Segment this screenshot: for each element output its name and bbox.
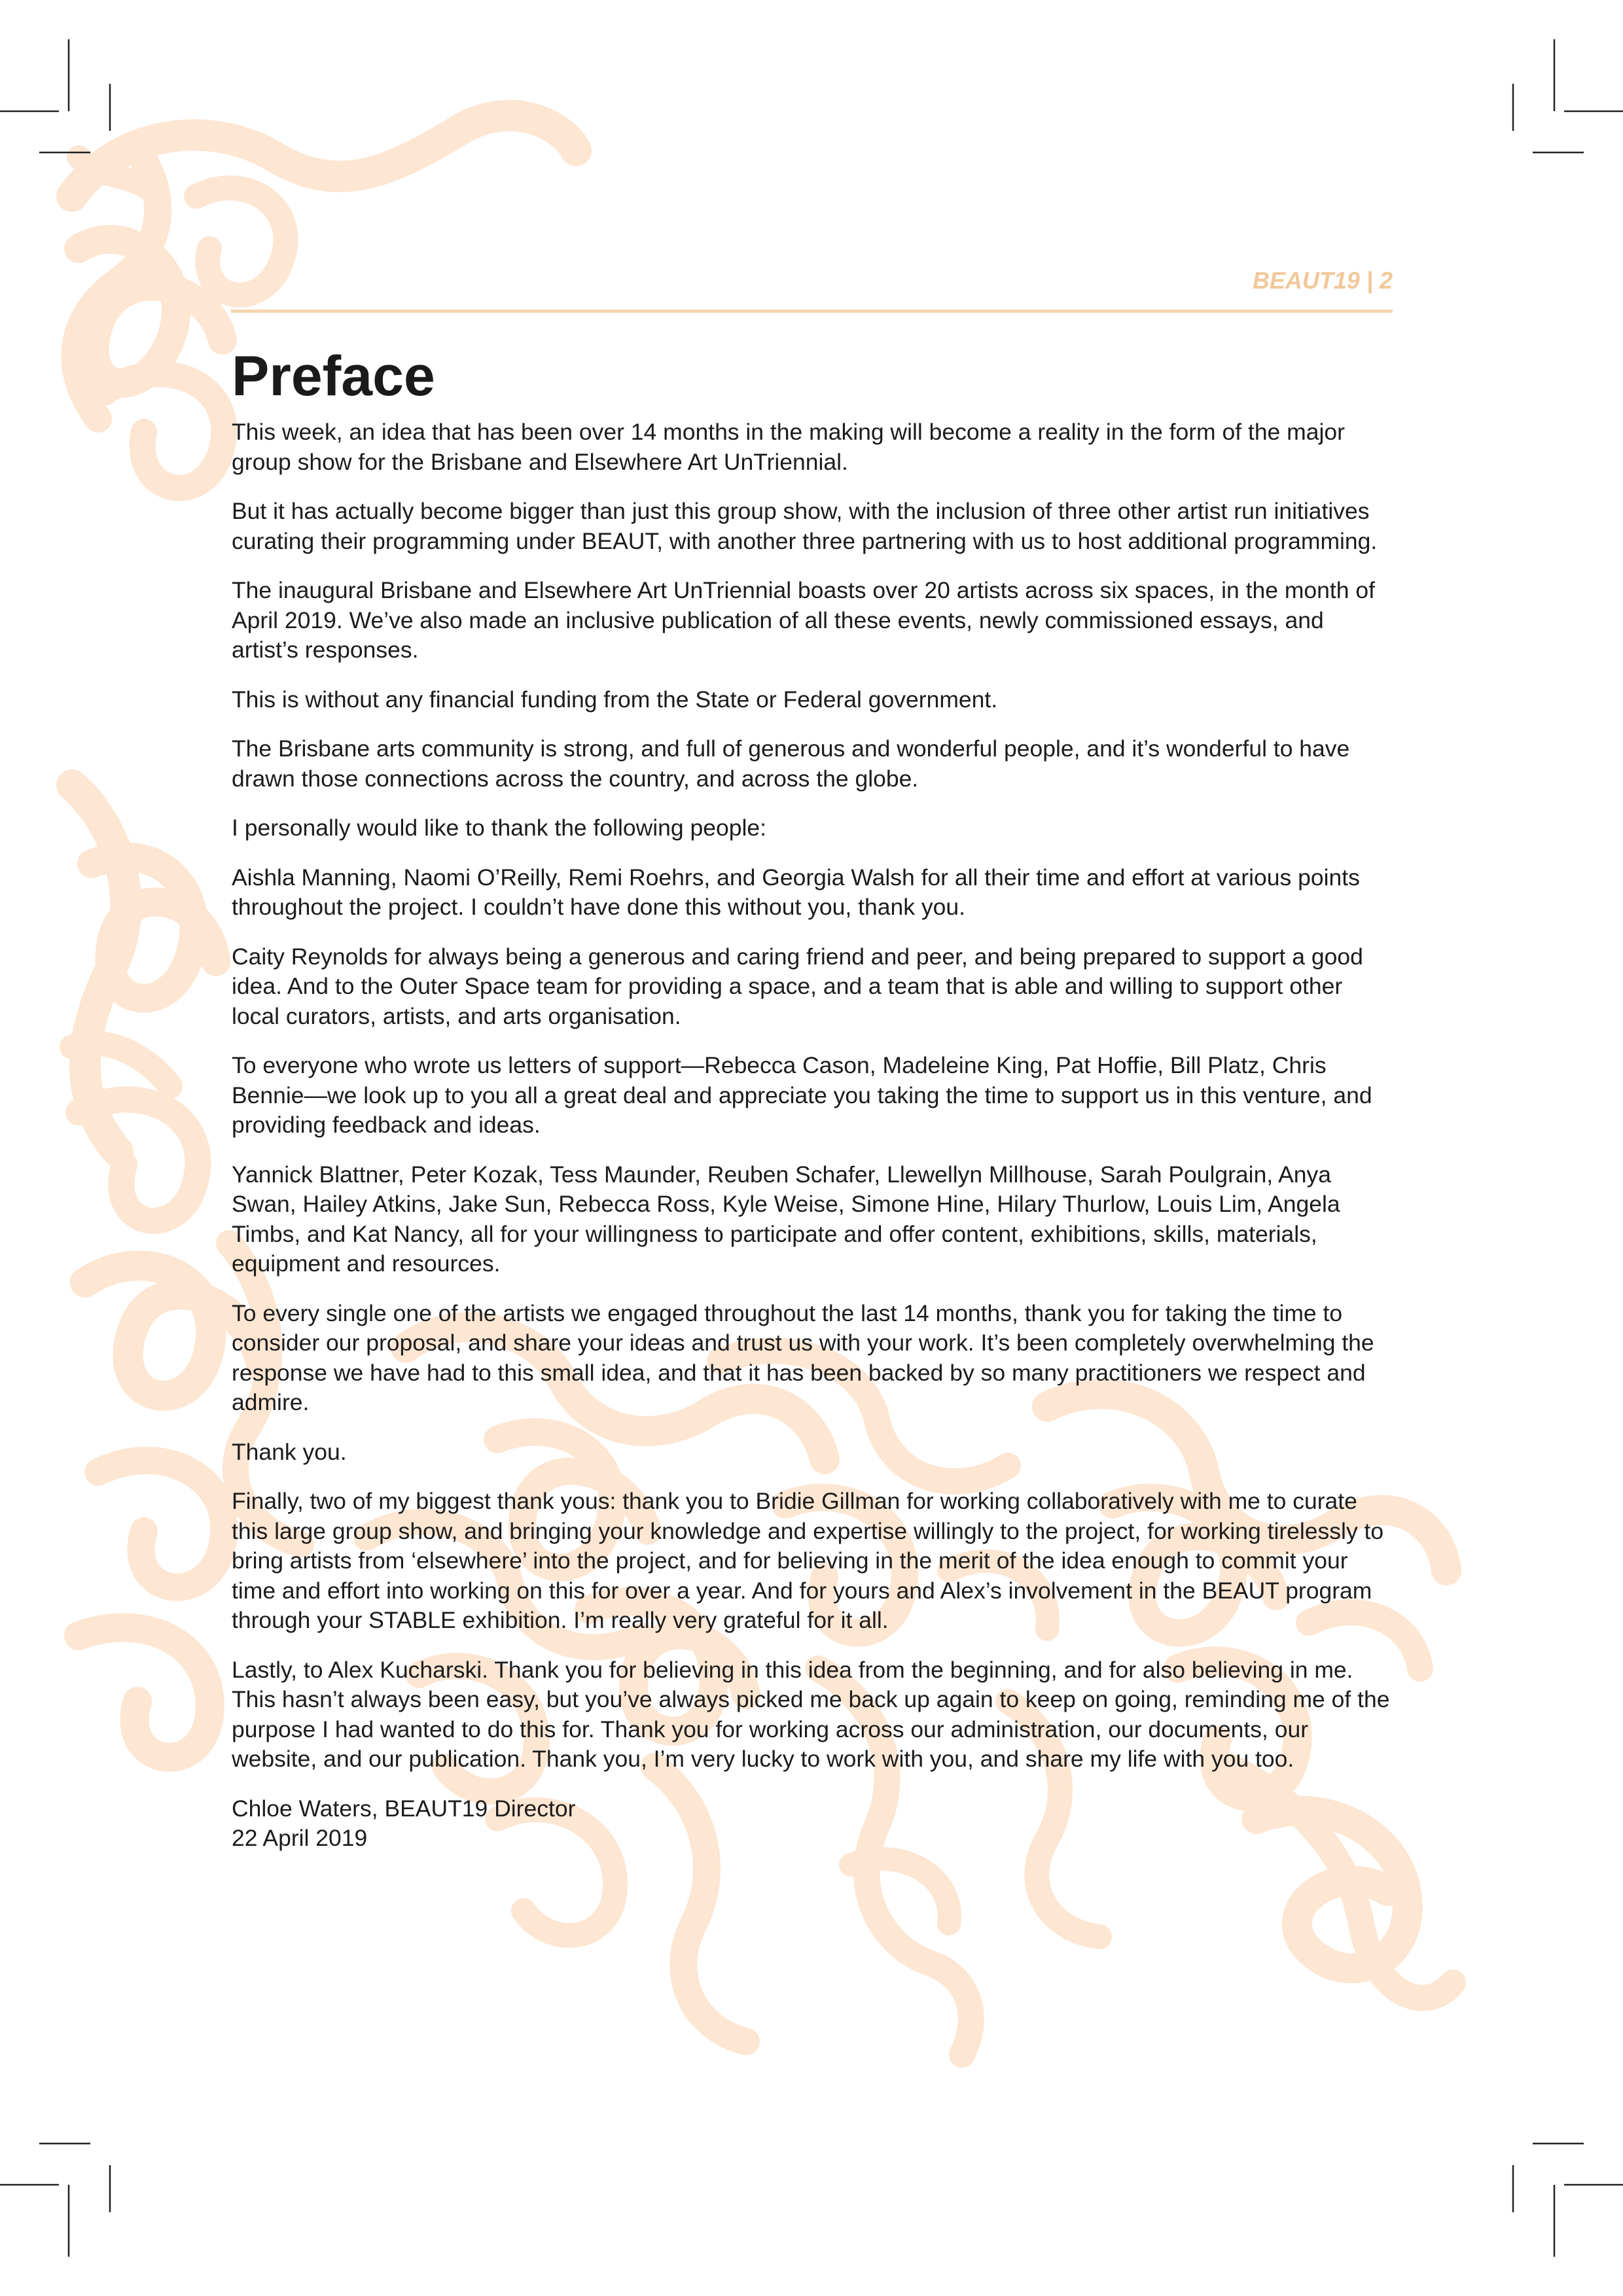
paragraph: To everyone who wrote us letters of support—Rebecca Cason, Madeleine King, Pat Hoffie, Bill Platz, Chris Bennie—we look up to you all a great deal and appreciate you taking the time to support us in this venture, and providing feedback and ideas. xyxy=(232,1052,1372,1139)
paragraph: I personally would like to thank the following people: xyxy=(232,815,767,841)
paragraph: To every single one of the artists we engaged throughout the last 14 months, thank you for taking the time to consider our proposal, and share your ideas and trust us with your work. It’s been completely overwhelming the response we have had to this small idea, and that it has been backed by so many practitioners we respect and admire. xyxy=(232,1299,1374,1416)
signature-date: 22 April 2019 xyxy=(232,1825,368,1852)
paragraph: Finally, two of my biggest thank yous: thank you to Bridie Gillman for working collaboratively with me to curate this large group show, and bringing your knowledge and expertise willingly to the project, for working tirelessly to bring artists from ‘elsewhere’ into the project, and for believing in the merit of the idea enough to commit your time and effort into working on this for over a year. And for yours and Alex’s involvement in the BEAUT program through your STABLE exhibition. I’m really very grateful for it all. xyxy=(232,1488,1384,1634)
paragraph: Lastly, to Alex Kucharski. Thank you for believing in this idea from the beginning, and for also believing in me. This hasn’t always been easy, but you’ve always picked me back up again to keep on going, reminding me of the purpose I had wanted to do this for. Thank you for working across our administration, our documents, our website, and our publication. Thank you, I’m very lucky to work with you, and share my life with you too. xyxy=(232,1656,1390,1773)
paragraph: But it has actually become bigger than just this group show, with the inclusion of three other artist run initiatives curating their programming under BEAUT, with another three partnering with us to host additional programming. xyxy=(232,498,1378,554)
signature-block xyxy=(232,1794,1393,1854)
paragraph: This week, an idea that has been over 14 months in the making will become a reality in the form of the major group show for the Brisbane and Elsewhere Art UnTriennial. xyxy=(232,419,1345,475)
paragraph: The Brisbane arts community is strong, and full of generous and wonderful people, and it’s wonderful to have drawn those connections across the country, and across the globe. xyxy=(232,735,1350,792)
paragraph: Aishla Manning, Naomi O’Reilly, Remi Roehrs, and Georgia Walsh for all their time and effort at various points throughout the project. I couldn’t have done this without you, thank you. xyxy=(232,864,1360,921)
main-content xyxy=(232,347,1393,1854)
running-header: BEAUT19 | 2 xyxy=(1252,267,1393,294)
paragraph: Yannick Blattner, Peter Kozak, Tess Maunder, Reuben Schafer, Llewellyn Millhouse, Sarah Poulgrain, Anya Swan, Hailey Atkins, Jake Sun, Rebecca Ross, Kyle Weise, Simone Hine, Hilary Thurlow, Louis Lim, Angela Timbs, and Kat Nancy, all for your willingness to participate and offer content, exhibitions, skills, materials, equipment and resources. xyxy=(232,1161,1340,1277)
paragraph: Caity Reynolds for always being a generous and caring friend and peer, and being prepared to support a good idea. And to the Outer Space team for providing a space, and a team that is able and willing to support other local curators, artists, and arts organisation. xyxy=(232,943,1363,1029)
paragraph: Thank you. xyxy=(232,1438,347,1465)
signature-name: Chloe Waters, BEAUT19 Director xyxy=(232,1795,576,1822)
paragraph: This is without any financial funding from the State or Federal government. xyxy=(232,686,998,713)
page-title: Preface xyxy=(232,345,435,408)
paragraph: The inaugural Brisbane and Elsewhere Art UnTriennial boasts over 20 artists across six spaces, in the month of April 2019. We’ve also made an inclusive publication of all these events, newly commissioned essays, and artist’s responses. xyxy=(232,577,1375,663)
header-divider xyxy=(231,309,1393,313)
